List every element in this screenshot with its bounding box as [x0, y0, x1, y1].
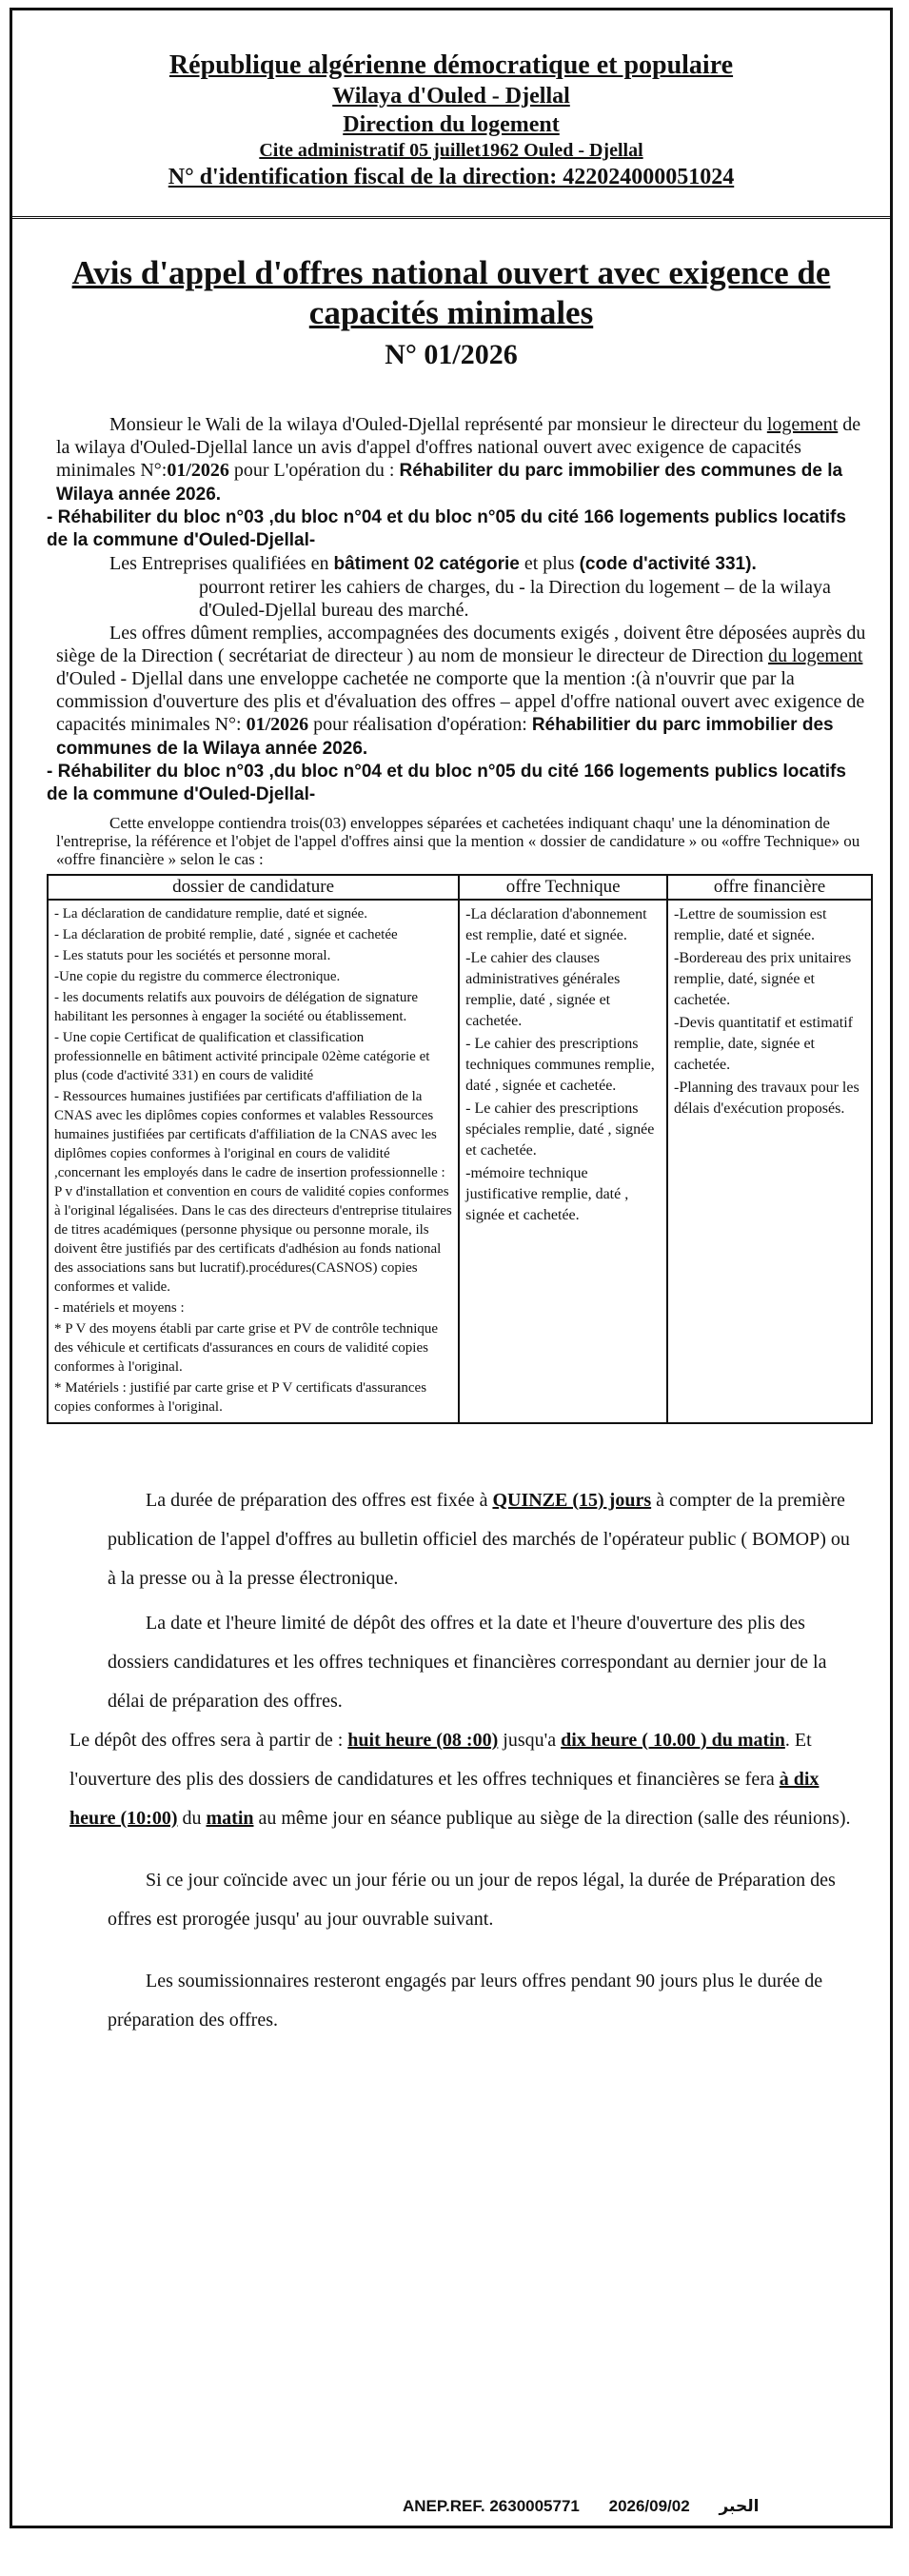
notice-title: Avis d'appel d'offres national ouvert avec exigence de capacités minimales	[71, 254, 831, 331]
notice-body	[12, 413, 890, 868]
address-line: Cite administratif 05 juillet1962 Ouled - Djellal	[259, 140, 643, 161]
entreprises-text-2: et plus	[519, 553, 580, 574]
intro-logement: logement	[766, 414, 839, 435]
depot-time-1: huit heure (08 :00)	[347, 1730, 499, 1751]
header-separator	[12, 216, 890, 219]
financiere-item: -Bordereau des prix unitaires remplie, daté, signée et cachetée.	[674, 950, 852, 1008]
duree-quinze: QUINZE (15) jours	[492, 1490, 652, 1511]
depot-time-3: à dix heure (10:00)	[69, 1769, 820, 1829]
intro-paragraph	[56, 413, 869, 506]
documents-table	[47, 874, 873, 1424]
offres-operation: Réhabilitier du parc immobilier des communes de la Wilaya année 2026.	[56, 715, 834, 759]
notice-number: N° 01/2026	[385, 339, 518, 370]
candidature-item: - Ressources humaines justifiées par certificats d'affiliation de la CNAS avec les diplômes copies conformes et valables Ressources humaines justifiées par certificats d'affiliation de la CNAS avec les diplômes copies conformes à l'original en cours de validité ,concernant les employés dans le cadre de insertion professionnelle : P v d'installation et convention en cours de validité copies conformes à l'original légalisées. Dans le cas des directeurs d'entreprise titulaires de titres académiques (personne physique ou personne morale, ils doivent être justifiés par des certificats d'adhésion au fonds national des associations sans but lucratif).procédures(CASNOS) copies conformes et valide.	[54, 1089, 452, 1295]
candidature-item: * Matériels : justifié par carte grise et P V certificats d'assurances copies conformes à l'original.	[54, 1380, 427, 1415]
candidature-cell	[48, 900, 459, 1423]
depot-paragraph	[69, 1721, 852, 1838]
depot-text-4: du	[177, 1808, 207, 1829]
intro-text-3: pour L'opération du :	[228, 460, 400, 481]
newspaper-name: الحبر	[719, 2497, 760, 2515]
duree-text-1: La durée de préparation des offres est fixée à	[146, 1490, 493, 1511]
financiere-cell	[667, 900, 872, 1423]
depot-text-5: au même jour en séance publique au siège de la direction (salle des réunions).	[253, 1808, 851, 1829]
direction-heading: Direction du logement	[343, 112, 560, 137]
depot-text-2: jusqu'a	[498, 1730, 562, 1751]
header-financiere: offre financière	[667, 875, 872, 900]
publication-date: 2026/09/02	[608, 2497, 690, 2515]
blocs-line-2: - Réhabiliter du bloc n°03 ,du bloc n°04 et du bloc n°05 du cité 166 logements publics locatifs de la commune d'Ouled-Djellal-	[47, 762, 846, 804]
technique-item: - Le cahier des prescriptions spéciales remplie, daté , signée et cachetée.	[465, 1100, 655, 1159]
lower-section	[12, 1481, 890, 2040]
financiere-item: -Lettre de soumission est remplie, daté et signée.	[674, 906, 827, 943]
fiscal-id-line: N° d'identification fiscal de la direction: 422024000051024	[168, 165, 735, 189]
candidature-item: - Les statuts pour les sociétés et personne moral.	[54, 948, 331, 963]
enveloppe-paragraph: Cette enveloppe contiendra trois(03) enveloppes séparées et cachetées indiquant chaqu' une la dénomination de l'entreprise, la référence et l'objet de l'appel d'offres ainsi que la mention « dossier de candidature » ou «offre Technique» ou «offre financière » selon le cas :	[56, 814, 860, 868]
candidature-item: - La déclaration de candidature remplie, daté et signée.	[54, 906, 368, 921]
offres-text-1: Les offres dûment remplies, accompagnées des documents exigés , doivent être déposées auprès du siège de la Direction ( secrétariat de directeur ) au nom de monsieur le directeur de Direction	[56, 623, 866, 666]
technique-item: -La déclaration d'abonnement est remplie, daté et signée.	[465, 906, 647, 943]
blocs-line: - Réhabiliter du bloc n°03 ,du bloc n°04 et du bloc n°05 du cité 166 logements publics locatifs de la commune d'Ouled-Djellal-	[47, 507, 846, 550]
financiere-item: -Planning des travaux pour les délais d'exécution proposés.	[674, 1080, 860, 1117]
footer-reference	[403, 2497, 783, 2516]
wilaya-heading: Wilaya d'Ouled - Djellal	[332, 84, 570, 109]
depot-time-2: dix heure ( 10.00 ) du matin	[561, 1730, 785, 1751]
candidature-item: - Une copie Certificat de qualification et classification professionnelle en bâtiment activité principale 02ème catégorie et plus (code d'activité 331) en cours de validité	[54, 1030, 430, 1083]
intro-number: 01/2026	[167, 460, 229, 481]
offres-number: 01/2026	[246, 714, 309, 735]
entreprises-category: bâtiment 02 catégorie	[333, 554, 520, 574]
intro-text-1: Monsieur le Wali de la wilaya d'Ouled-Djellal représenté par monsieur le directeur du	[109, 414, 767, 435]
header-technique: offre Technique	[459, 875, 667, 900]
ferie-paragraph: Si ce jour coïncide avec un jour férie ou un jour de repos légal, la durée de Préparation des offres est prorogée jusqu' au jour ouvrable suivant.	[108, 1870, 836, 1930]
date-limite-paragraph: La date et l'heure limité de dépôt des offres et la date et l'heure d'ouverture des plis des dossiers candidatures et les offres techniques et financières correspondant au dernier jour de la délai de préparation des offres.	[108, 1613, 827, 1712]
intro-text-2: de la wilaya d'Ouled-Djellal lance un avis d'appel d'offres national ouvert avec exigence de capacités minimales N°:	[56, 414, 861, 481]
candidature-item: - les documents relatifs aux pouvoirs de délégation de signature habilitant les personnes à engager la société ou établissement.	[54, 990, 418, 1024]
financiere-item: -Devis quantitatif et estimatif remplie, date, signée et cachetée.	[674, 1015, 853, 1073]
header-block	[12, 49, 890, 191]
operation-name: Réhabiliter du parc immobilier des communes de la Wilaya année 2026.	[56, 461, 843, 505]
republic-heading: République algérienne démocratique et populaire	[168, 50, 734, 80]
entreprises-text-1: Les Entreprises qualifiées en	[109, 553, 334, 574]
candidature-item: * P V des moyens établi par carte grise et PV de contrôle technique des véhicule et certificats d'assurances en cours de validité copies conformes à l'original.	[54, 1321, 439, 1375]
depot-text-1: Le dépôt des offres sera à partir de :	[69, 1730, 348, 1751]
technique-item: -mémoire technique justificative remplie, daté , signée et cachetée.	[465, 1165, 629, 1223]
candidature-item: -Une copie du registre du commerce électronique.	[54, 969, 341, 984]
offres-text-2: d'Ouled - Djellal dans une enveloppe cachetée ne comporte que la mention :(à n'ouvrir que par la commission d'ouverture des plis et d'évaluation des offres – appel d'offre national ouvert avec exigence de capacités minimales N°:	[56, 668, 865, 735]
retirer-paragraph: pourront retirer les cahiers de charges, du - la Direction du logement – de la wilaya d'Ouled-Djellal bureau des marché.	[199, 577, 831, 621]
offres-text-3: pour réalisation d'opération:	[308, 714, 532, 735]
anep-reference: ANEP.REF. 2630005771	[403, 2497, 580, 2515]
entreprises-code: (code d'activité 331).	[579, 554, 757, 574]
depot-matin: matin	[206, 1808, 254, 1829]
candidature-item: - matériels et moyens :	[54, 1300, 185, 1316]
technique-cell	[459, 900, 667, 1423]
duree-paragraph	[108, 1481, 852, 1598]
technique-item: -Le cahier des clauses administratives générales remplie, daté , signée et cachetée.	[465, 950, 621, 1029]
tender-notice-page	[10, 8, 893, 2528]
offres-paragraph	[56, 622, 869, 761]
candidature-item: - La déclaration de probité remplie, daté , signée et cachetée	[54, 927, 398, 942]
entreprises-paragraph	[56, 552, 869, 576]
engages-paragraph: Les soumissionnaires resteront engagés par leurs offres pendant 90 jours plus le durée de préparation des offres.	[108, 1971, 823, 2031]
duree-text-2: à compter de la première publication de l'appel d'offres au bulletin officiel des marchés de l'opérateur public ( BOMOP) ou à la presse ou à la presse électronique.	[108, 1490, 850, 1589]
header-candidature: dossier de candidature	[48, 875, 459, 900]
technique-item: - Le cahier des prescriptions techniques communes remplie, daté , signée et cachetée.	[465, 1036, 655, 1094]
depot-text-3: . Et l'ouverture des plis des dossiers de candidatures et les offres techniques et financières se fera	[69, 1730, 812, 1790]
offres-logement: du logement	[768, 645, 863, 666]
